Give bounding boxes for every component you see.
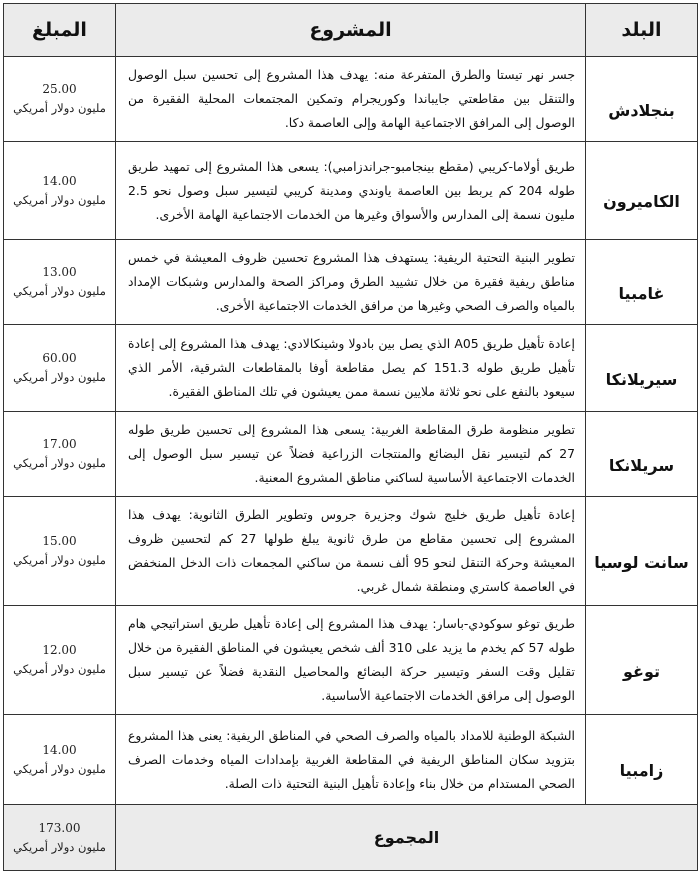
country-cell: سريلانكا (586, 412, 698, 497)
amount-value: 17.00 (42, 437, 77, 451)
amount-value: 25.00 (42, 82, 77, 96)
amount-cell (4, 325, 116, 412)
amount-value: 12.00 (42, 643, 77, 657)
total-amount-cell (4, 805, 116, 871)
amount-cell (4, 497, 116, 606)
header-row (4, 4, 698, 57)
table-row (4, 412, 698, 497)
amount-cell (4, 57, 116, 142)
amount-value: 14.00 (42, 173, 77, 188)
header-country: البلد (586, 4, 698, 57)
table-row (4, 142, 698, 240)
total-amount-unit: مليون دولار أمريكي (13, 839, 106, 854)
amount-unit: مليون دولار أمريكي (13, 553, 106, 567)
table-row (4, 57, 698, 142)
header-project: المشروع (116, 4, 586, 57)
project-cell: تطوير منظومة طرق المقاطعة الغربية: يسعى هذا المشروع إلى تحسين طريق طوله 27 كم لتيسير نقل البضائع والمنتجات الزراعية فضلاً عن تيسير سبل الوصول إلى الخدمات الاجتماعية الأساسية لساكني مناطق المشروع المعنية. (116, 412, 586, 497)
amount-value: 15.00 (42, 534, 77, 548)
amount-cell (4, 142, 116, 240)
table-row (4, 325, 698, 412)
country-cell: بنجلادش (586, 57, 698, 142)
country-cell: غامبيا (586, 240, 698, 325)
amount-cell (4, 412, 116, 497)
projects-table-container (3, 3, 697, 854)
amount-unit: مليون دولار أمريكي (13, 456, 106, 470)
amount-value: 14.00 (42, 742, 77, 757)
project-cell: الشبكة الوطنية للامداد بالمياه والصرف الصحي في المناطق الريفية: يعنى هذا المشروع بتزويد سكان المناطق الريفية في المقاطعة الغربية بإمدادات المياه وخدمات الصرف الصحي المستدام من خلال بناء وإعادة تأهيل البنية التحتية ذات الصلة. (116, 715, 586, 805)
project-cell: طريق توغو سوكودي-باسار: يهدف هذا المشروع إلى إعادة تأهيل طريق استراتيجي هام طوله 57 كم يخدم ما يزيد على 310 ألف شخص يعيشون في المناطق الفقيرة من خلال تقليل وقت السفر وتيسير حركة البضائع والمحاصيل النقدية فضلاً عن تيسير سبل الوصول إلى مرافق الخدمات الاجتماعية الأساسية. (116, 606, 586, 715)
project-cell: جسر نهر تيستا والطرق المتفرعة منه: يهدف هذا المشروع إلى تحسين سبل الوصول والتنقل بين مقاطعتي جايباندا وكوريجرام وتمكين المجتمعات المحلية الفقيرة من الوصول إلى المرافق الاجتماعية الهامة وإلى العاصمة دكا. (116, 57, 586, 142)
country-cell: زامبيا (586, 715, 698, 805)
amount-value: 13.00 (42, 265, 77, 279)
table-row (4, 240, 698, 325)
country-cell: الكاميرون (586, 142, 698, 240)
amount-unit: مليون دولار أمريكي (13, 761, 106, 776)
table-row (4, 606, 698, 715)
table-row (4, 715, 698, 805)
amount-value: 60.00 (42, 351, 77, 365)
total-amount-value: 173.00 (38, 820, 81, 835)
country-cell: سيريلانكا (586, 325, 698, 412)
amount-unit: مليون دولار أمريكي (13, 192, 106, 207)
amount-unit: مليون دولار أمريكي (13, 662, 106, 676)
country-cell: توغو (586, 606, 698, 715)
project-cell: تطوير البنية التحتية الريفية: يستهدف هذا المشروع تحسين ظروف المعيشة في خمس مناطق ريفية فقيرة من خلال تشييد الطرق ومراكز الصحة والمدارس وشبكات الإمداد بالمياه والصرف الصحي وغيرها من مرافق الخدمات الاجتماعية الأخرى. (116, 240, 586, 325)
project-cell: إعادة تأهيل طريق خليج شوك وجزيرة جروس وتطوير الطرق الثانوية: يهدف هذا المشروع إلى تحسين مقاطع من طرق ثانوية يبلغ طولها 27 كم لتحسين ظروف المعيشة وحركة التنقل لنحو 95 ألف نسمة من ساكني المجمعات ذات الدخل المنخفض في العاصمة كاستري ومنطقة شمال غربي. (116, 497, 586, 606)
amount-cell (4, 606, 116, 715)
amount-unit: مليون دولار أمريكي (13, 101, 106, 115)
projects-table (3, 3, 698, 871)
amount-unit: مليون دولار أمريكي (13, 370, 106, 384)
header-amount: المبلغ (4, 4, 116, 57)
amount-unit: مليون دولار أمريكي (13, 284, 106, 298)
amount-cell (4, 240, 116, 325)
country-cell: سانت لوسيا (586, 497, 698, 606)
project-cell: إعادة تأهيل طريق A05 الذي يصل بين بادولا وشينكالادي: يهدف هذا المشروع إلى إعادة تأهيل طريق طوله 151.3 كم يصل مقاطعة أوفا بالمقاطعات الشرقية، الأمر الذي سيعود بالنفع على نحو ثلاثة ملايين نسمة ممن يعيشون في تلك المناطق الفقيرة. (116, 325, 586, 412)
project-cell: طريق أولاما-كريبي (مقطع بينجامبو-جراندزامبي): يسعى هذا المشروع إلى تمهيد طريق طوله 204 كم يربط بين العاصمة ياوندي ومدينة كريبي لتيسير سبل وصول نحو 2.5 مليون نسمة إلى المدارس والأسواق وغيرها من الخدمات الاجتماعية الهامة الأخرى. (116, 142, 586, 240)
amount-cell (4, 715, 116, 805)
total-label: المجموع (116, 805, 698, 871)
total-row (4, 805, 698, 871)
table-row (4, 497, 698, 606)
